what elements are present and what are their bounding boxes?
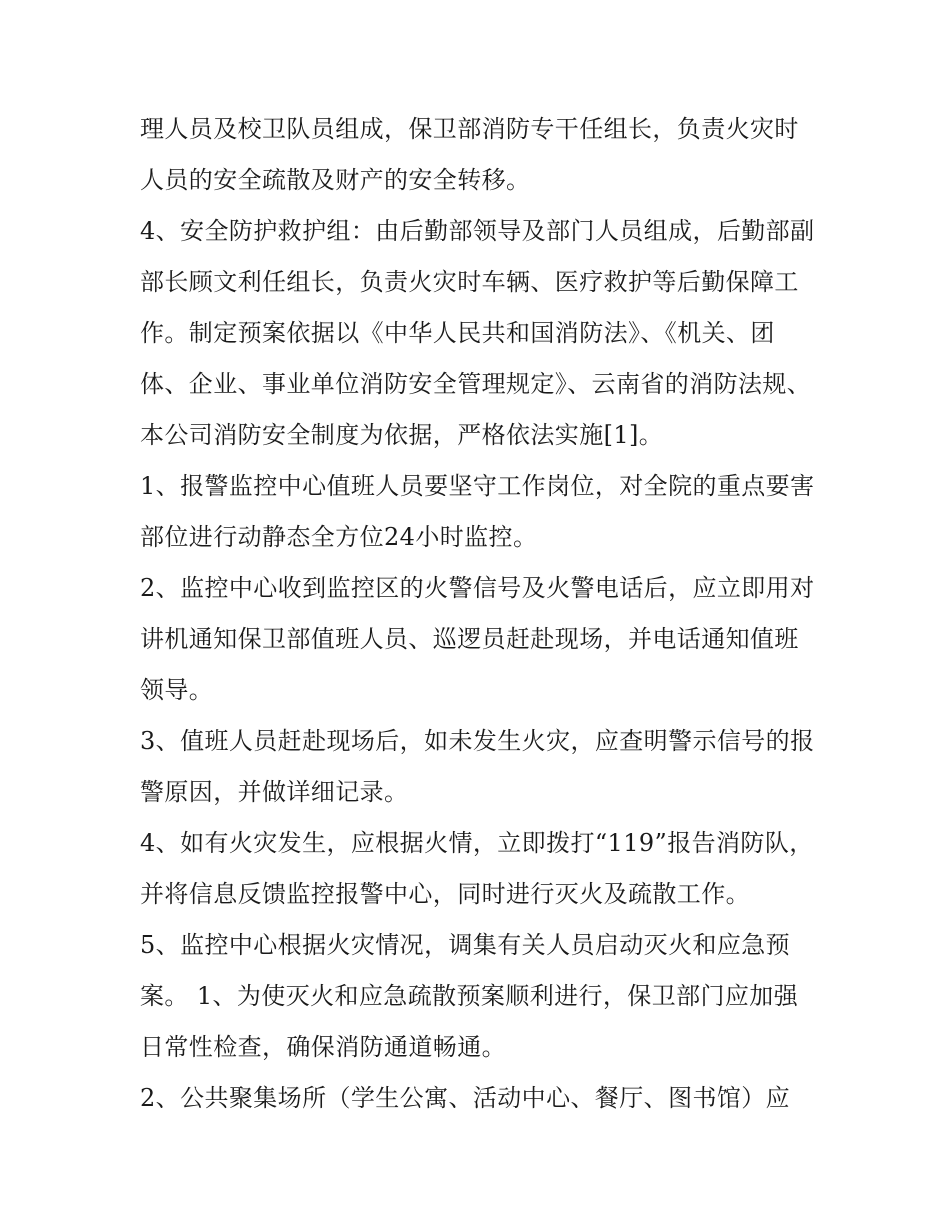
document-body <box>140 104 820 1124</box>
paragraph-8: 2、公共聚集场所（学生公寓、活动中心、餐厅、图书馆）应 <box>140 1084 791 1112</box>
paragraph-1: 理人员及校卫队员组成，保卫部消防专干任组长，负责火灾时人员的安全疏散及财产的安全转移。 <box>140 115 799 194</box>
paragraph-7: 5、监控中心根据火灾情况，调集有关人员启动灭火和应急预案。 1、为使灭火和应急疏散预案顺利进行，保卫部门应加强日常性检查，确保消防通道畅通。 <box>140 931 799 1061</box>
paragraph-6: 4、如有火灾发生，应根据火情，立即拨打“119”报告消防队，并将信息反馈监控报警中心，同时进行灭火及疏散工作。 <box>140 829 814 908</box>
paragraph-2: 4、安全防护救护组：由后勤部领导及部门人员组成，后勤部副部长顾文利任组长，负责火灾时车辆、医疗救护等后勤保障工作。制定预案依据以《中华人民共和国消防法》、《机关、团体、企业、事业单位消防安全管理规定》、云南省的消防法规、本公司消防安全制度为依据，严格依法实施[1]。 <box>140 217 815 449</box>
paragraph-5: 3、值班人员赶赴现场后，如未发生火灾，应查明警示信号的报警原因，并做详细记录。 <box>140 727 815 806</box>
paragraph-3: 1、报警监控中心值班人员要坚守工作岗位，对全院的重点要害部位进行动静态全方位24小时监控。 <box>140 472 815 551</box>
paragraph-4: 2、监控中心收到监控区的火警信号及火警电话后，应立即用对讲机通知保卫部值班人员、巡逻员赶赴现场，并电话通知值班领导。 <box>140 574 815 704</box>
